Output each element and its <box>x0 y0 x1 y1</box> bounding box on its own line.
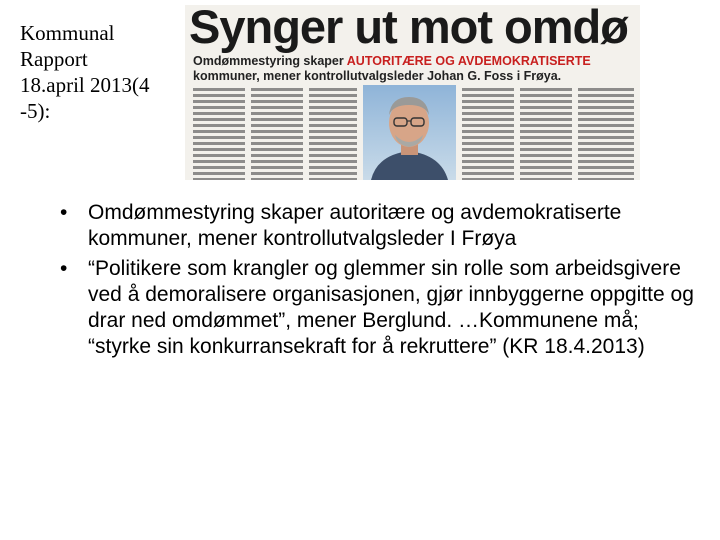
text-column <box>578 85 634 180</box>
source-line: Rapport <box>20 47 88 71</box>
newspaper-clipping <box>185 5 640 180</box>
text-column <box>193 85 245 180</box>
clipping-subheading <box>193 54 638 84</box>
source-line: 18.april 2013(4 <box>20 73 150 97</box>
bullet-item <box>56 256 706 360</box>
portrait-image <box>363 85 456 180</box>
clipping-headline: Synger ut mot omdø <box>189 5 628 53</box>
bullet-marker: • <box>60 257 68 280</box>
bullet-marker: • <box>60 201 68 224</box>
source-line: -5): <box>20 99 51 123</box>
text-column <box>520 85 572 180</box>
text-column <box>251 85 303 180</box>
text-column <box>309 85 357 180</box>
source-line: Kommunal <box>20 21 115 45</box>
bullet-item <box>56 200 706 252</box>
subheading-start: Omdømmestyring skaper <box>193 54 347 68</box>
bullet-list <box>56 200 706 364</box>
source-citation <box>20 20 180 124</box>
bullet-text: Omdømmestyring skaper autoritære og avdemokratiserte kommuner, mener kontrollutvalgsleder I Frøya <box>88 201 622 250</box>
subheading-line2: kommuner, mener kontrollutvalgsleder Johan G. Foss i Frøya. <box>193 69 562 83</box>
bullet-text: “Politikere som krangler og glemmer sin rolle som arbeidsgivere ved å demoralisere organisasjonen, gjør innbyggerne oppgitte og drar ned omdømmet”, mener Berglund. …Kommunene må; “styrke sin konkurransekraft for å rekruttere” (KR 18.4.2013) <box>88 257 694 358</box>
subheading-highlight: AUTORITÆRE OG AVDEMOKRATISERTE <box>346 54 591 68</box>
text-column <box>462 85 514 180</box>
portrait-photo <box>363 85 456 180</box>
